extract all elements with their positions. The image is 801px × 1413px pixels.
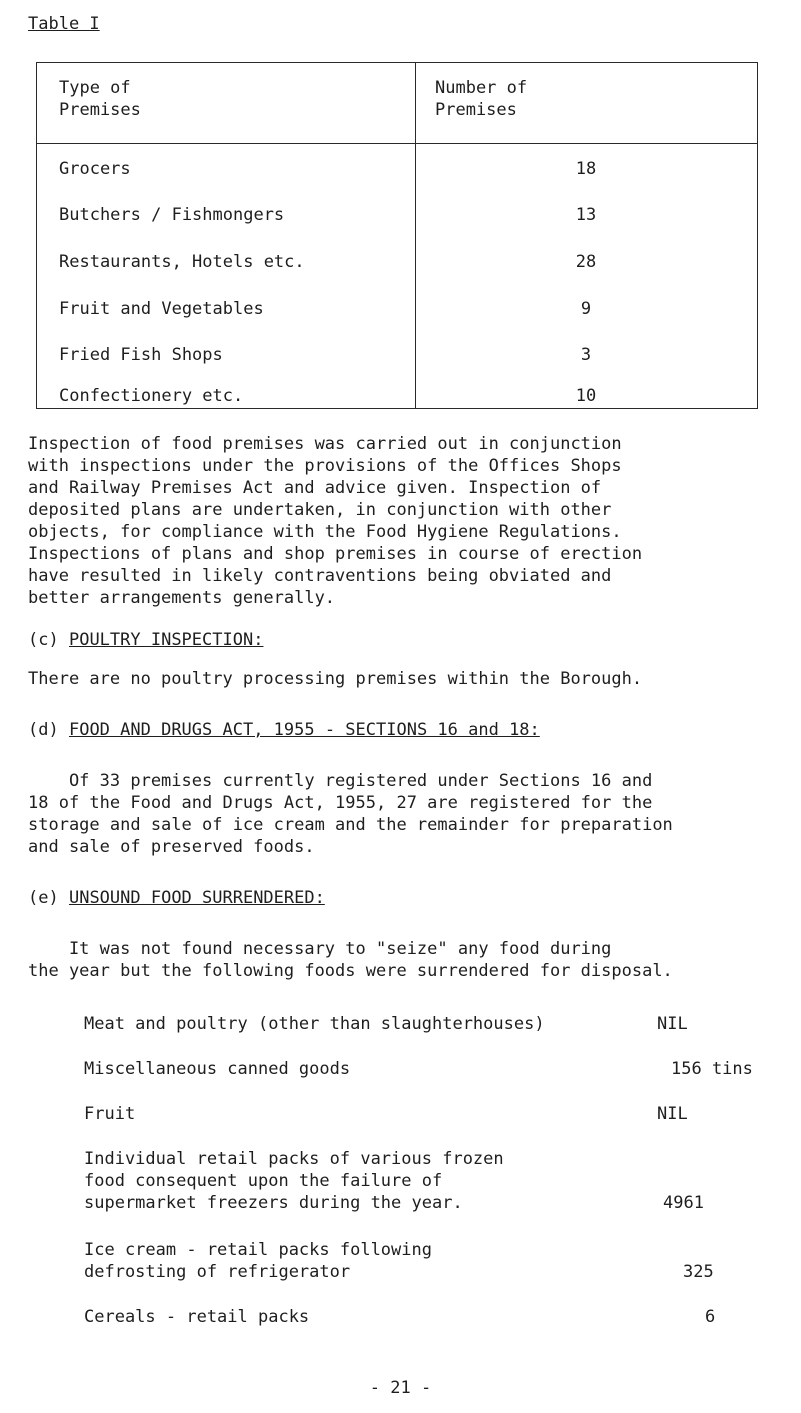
section-d-label: (d) [28, 720, 59, 740]
row-type: Restaurants, Hotels etc. [59, 252, 305, 272]
surrendered-item-value [641, 1058, 801, 1080]
surrendered-item-label: Meat and poultry (other than slaughterhouses) [84, 1014, 545, 1034]
surrendered-item-label: Miscellaneous canned goods [84, 1059, 351, 1079]
row-number: 28 [575, 252, 597, 272]
section-d-title: FOOD AND DRUGS ACT, 1955 - SECTIONS 16 and 18: [68, 720, 540, 740]
row-type: Grocers [59, 159, 131, 179]
row-number: 9 [580, 299, 592, 319]
page-number: - 21 - [369, 1378, 432, 1398]
surrendered-item-label: Ice cream - retail packs following defrosting of refrigerator [84, 1240, 432, 1282]
row-type: Fruit and Vegetables [59, 299, 264, 319]
section-e-body: It was not found necessary to "seize" any food during the year but the following foods were surrendered for disposal. [28, 939, 673, 981]
section-d-body: Of 33 premises currently registered under Sections 16 and 18 of the Food and Drugs Act, 1955, 27 are registered for the storage and sale of ice cream and the remainder for preparation and sale of preserved foods. [28, 771, 673, 857]
value-text: 4961 [663, 1193, 704, 1213]
inspection-paragraph: Inspection of food premises was carried out in conjunction with inspections under the provisions of the Offices Shops and Railway Premises Act and advice given. Inspection of deposited plans are undertaken, in conjunction with other objects, for compliance with the Food Hygiene Regulations. Inspections of plans and shop premises in course of erection have resulted in likely contraventions being obviated and better arrangements generally. [28, 434, 643, 608]
row-number: 13 [575, 205, 597, 225]
surrendered-item-value [641, 1261, 801, 1283]
surrendered-item-value [641, 1192, 801, 1214]
header-type: Type of Premises [59, 78, 141, 120]
surrendered-item-label: Individual retail packs of various frozen food consequent upon the failure of supermarket freezers during the year. [84, 1149, 504, 1213]
table-title: Table I [28, 14, 100, 34]
value-text: 156 tins [671, 1059, 753, 1079]
section-c-title: POULTRY INSPECTION: [68, 630, 264, 650]
surrendered-item-label: Cereals - retail packs [84, 1307, 310, 1327]
section-c-body: There are no poultry processing premises within the Borough. [28, 669, 643, 689]
header-number: Number of Premises [435, 78, 528, 120]
value-text: 6 [705, 1307, 716, 1327]
row-type: Butchers / Fishmongers [59, 205, 285, 225]
value-text: NIL [657, 1014, 688, 1034]
row-number: 18 [575, 159, 597, 179]
value-text: 325 [683, 1262, 714, 1282]
section-c-label: (c) [28, 630, 59, 650]
surrendered-item-label: Fruit [84, 1104, 136, 1124]
value-text: NIL [657, 1104, 688, 1124]
surrendered-item-value [641, 1306, 801, 1328]
section-e-label: (e) [28, 888, 59, 908]
row-type: Fried Fish Shops [59, 345, 223, 365]
surrendered-item-value [641, 1103, 801, 1125]
row-number: 3 [580, 345, 592, 365]
row-number: 10 [575, 386, 597, 406]
section-e-title: UNSOUND FOOD SURRENDERED: [68, 888, 325, 908]
surrendered-item-value [641, 1013, 801, 1035]
row-type: Confectionery etc. [59, 386, 244, 406]
